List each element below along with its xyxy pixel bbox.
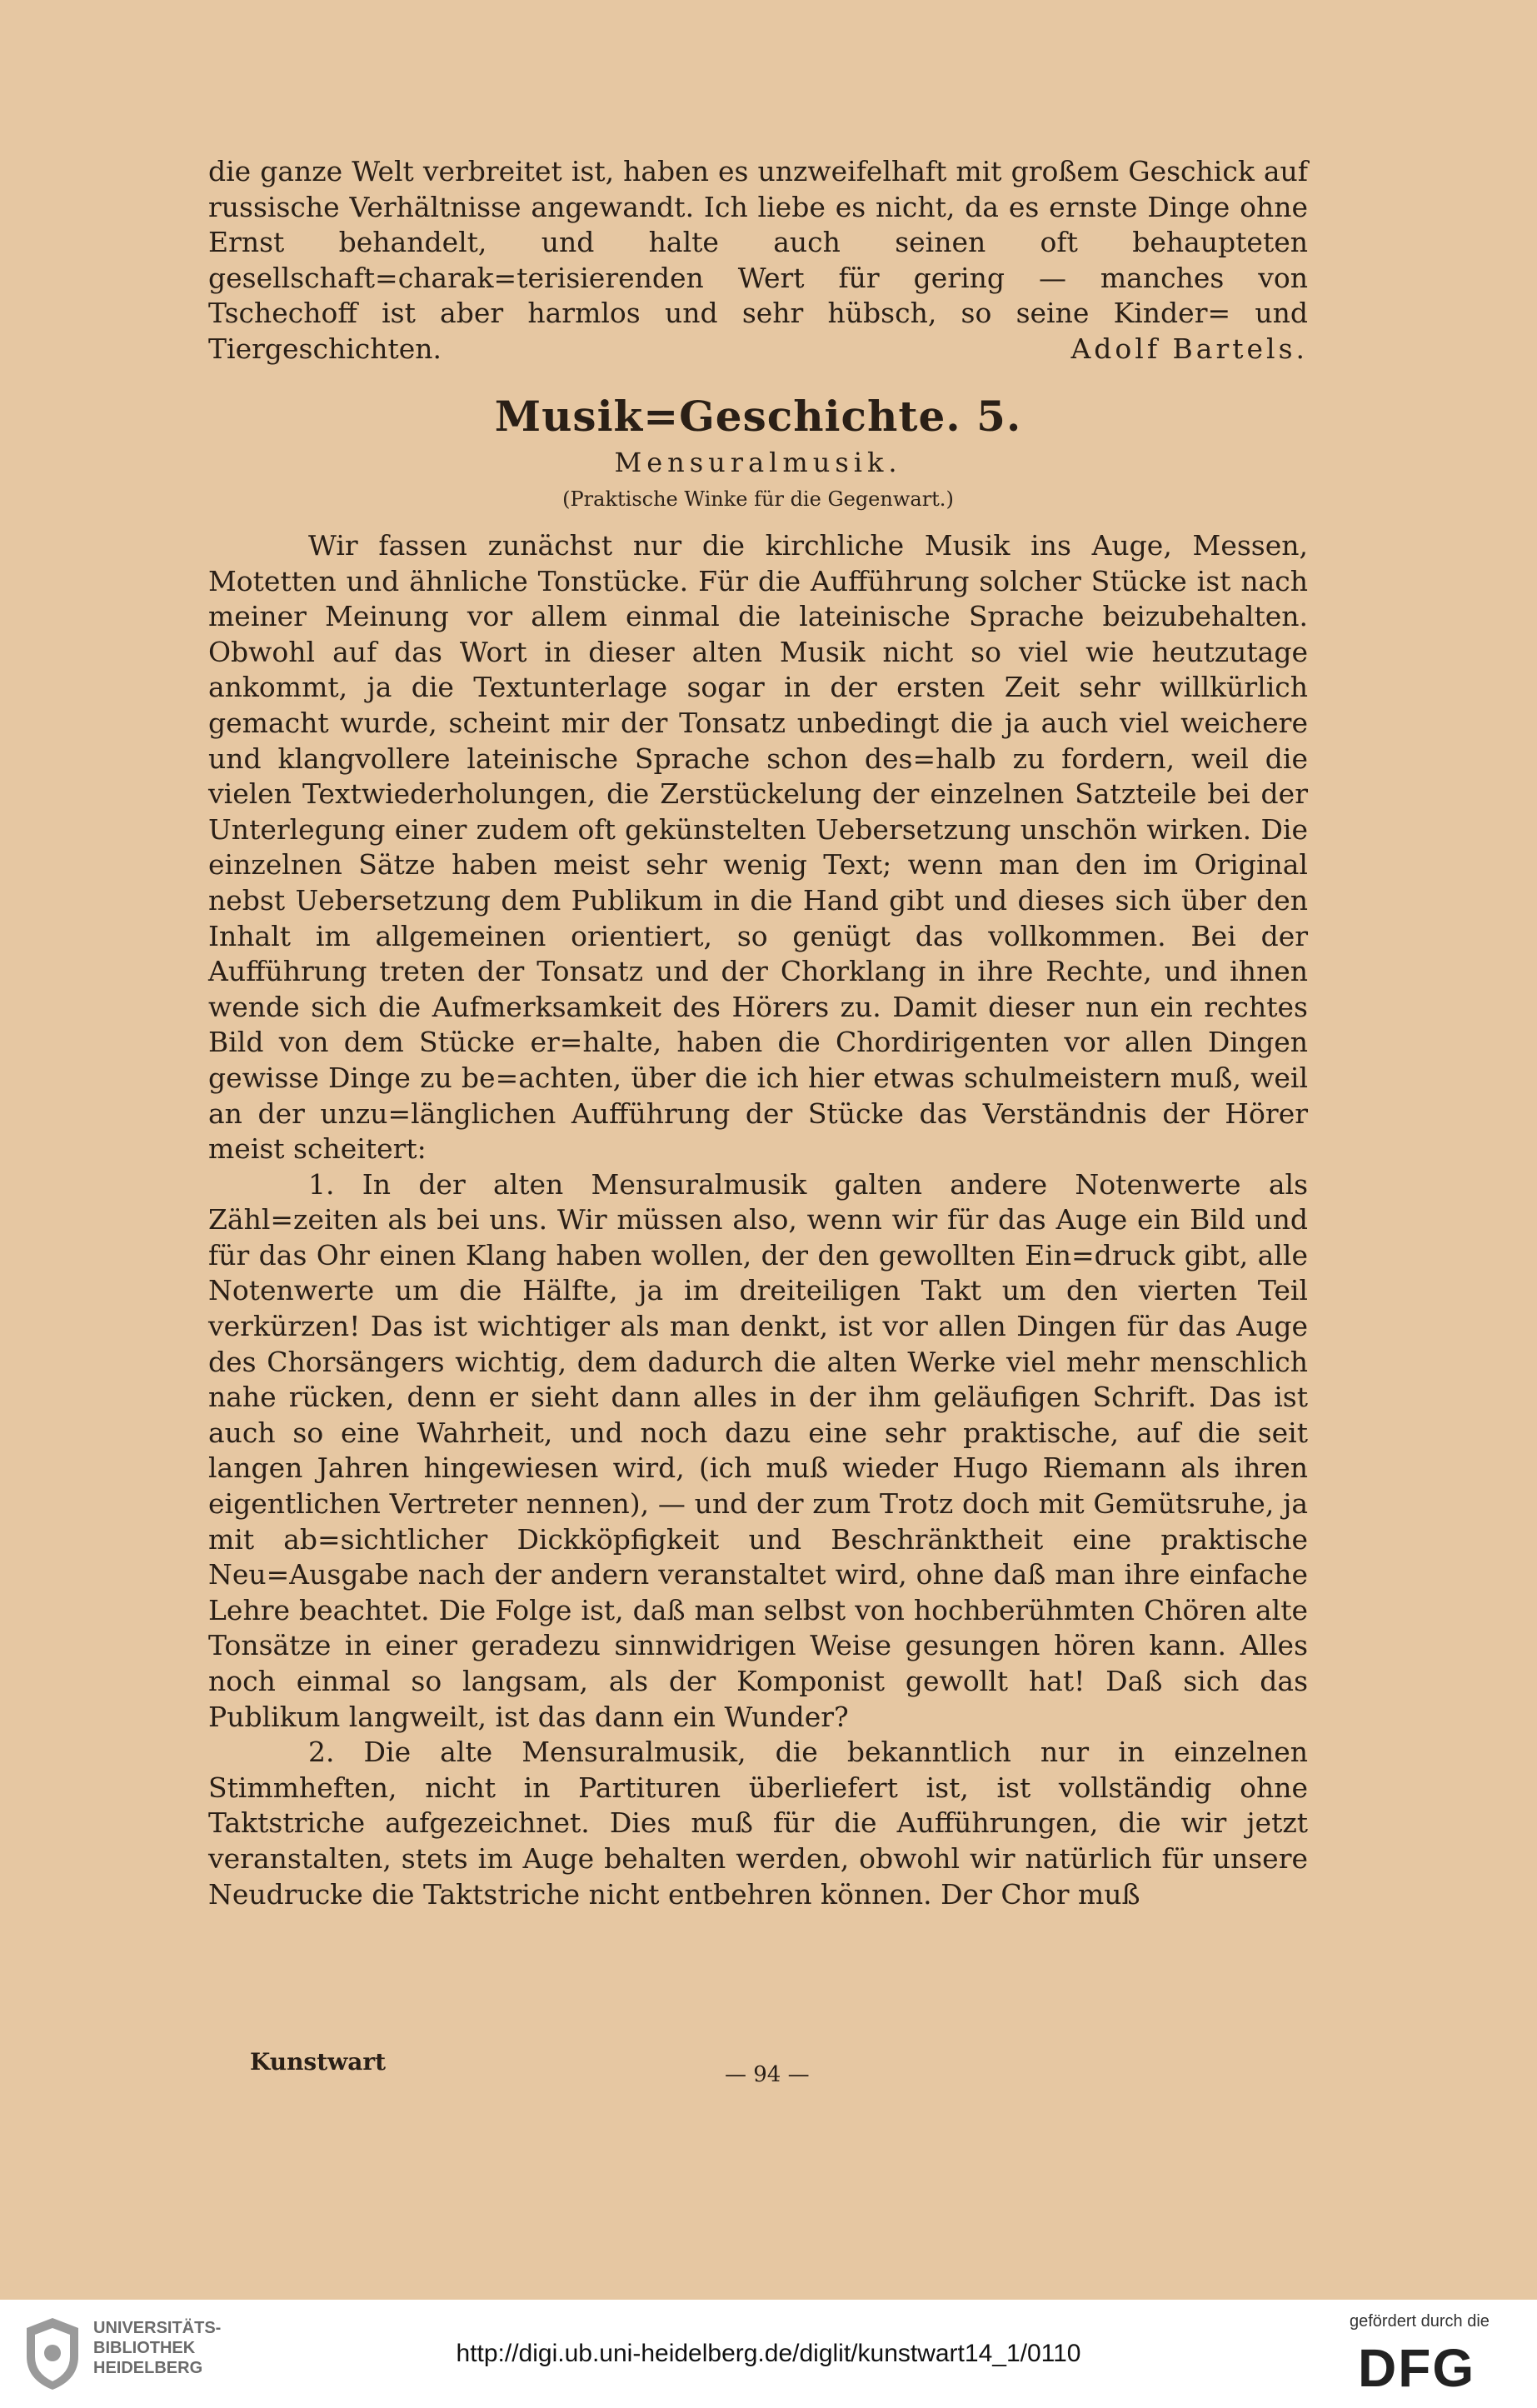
library-name-line: BIBLIOTHEK	[93, 2339, 196, 2357]
library-name-line: HEIDELBERG	[93, 2359, 203, 2377]
section-note: (Praktische Winke für die Gegenwart.)	[562, 487, 954, 511]
permalink-url[interactable]: http://digi.ub.uni-heidelberg.de/diglit/kunstwart14_1/0110	[456, 2340, 1081, 2367]
paragraph-text: die ganze Welt verbreitet ist, haben es unzweifelhaft mit großem Geschick auf russische Verhältnisse angewandt. Ich liebe es nicht, da es ernste Dinge ohne Ernst behandelt, und halte auch seinen oft behaupteten gesellschaft=charak=terisierenden Wert für gering — manches von Tschechoff ist aber harmlos und sehr hübsch, so seine Kinder= und Tiergeschichten.	[208, 155, 1308, 365]
section-subheading: Mensuralmusik.	[614, 447, 902, 478]
paragraph: 1. In der alten Mensuralmusik galten andere Notenwerte als Zähl=zeiten als bei uns. Wir müssen also, wenn wir für das Auge ein Bild und für das Ohr einen Klang haben wollen, der den gewollten Ein=druck gibt, alle Notenwerte um die Hälfte, ja im dreiteiligen Takt um den vierten Teil verkürzen! Das ist wichtiger als man denkt, ist vor allen Dingen für das Auge des Chorsängers wichtig, dem dadurch die alten Werke viel mehr menschlich nahe rücken, denn er sieht dann alles in der ihm geläufigen Schrift. Das ist auch so eine Wahrheit, und noch dazu eine sehr praktische, auf die seit langen Jahren hingewiesen wird, (ich muß wieder Hugo Riemann als ihren eigentlichen Vertreter nennen), — und der zum Trotz doch mit Gemütsruhe, ja mit ab=sichtlicher Dickköpfigkeit und Beschränktheit eine praktische Neu=Ausgabe nach der andern veranstaltet wird, ohne daß man ihre einfache Lehre beachtet. Die Folge ist, daß man selbst von hochberühmten Chören alte Tonsätze in einer geradezu sinnwidrigen Weise gesungen hören kann. Alles noch einmal so langsam, als der Komponist gewollt hat! Daß sich das Publikum langweilt, ist das dann ein Wunder?	[208, 1167, 1308, 1733]
library-name-line: UNIVERSITÄTS-	[93, 2319, 222, 2337]
section-heading: Musik=Geschichte. 5.	[494, 392, 1022, 441]
body-text-block	[208, 528, 1308, 1912]
paragraph	[208, 154, 1308, 367]
author-signature: Adolf Bartels.	[1070, 332, 1308, 365]
paragraph: 2. Die alte Mensuralmusik, die bekanntlich nur in einzelnen Stimmheften, nicht in Partituren überliefert ist, ist vollständig ohne Taktstriche aufgezeichnet. Dies muß für die Aufführungen, die wir jetzt veranstalten, stets im Auge behalten werden, obwohl wir natürlich für unsere Neudrucke die Taktstriche nicht entbehren können. Der Chor muß	[208, 1736, 1308, 1911]
funding-caption: gefördert durch die	[1350, 2312, 1490, 2331]
top-text-block	[208, 154, 1308, 367]
paragraph: Wir fassen zunächst nur die kirchliche Musik ins Auge, Messen, Motetten und ähnliche Tonstücke. Für die Aufführung solcher Stücke ist nach meiner Meinung vor allem einmal die lateinische Sprache beizubehalten. Obwohl auf das Wort in dieser alten Musik nicht so viel wie heutzutage ankommt, ja die Textunterlage sogar in der ersten Zeit sehr willkürlich gemacht wurde, scheint mir der Tonsatz unbedingt die ja auch viel weichere und klangvollere lateinische Sprache schon des=halb zu fordern, weil die vielen Textwiederholungen, die Zerstückelung der einzelnen Satzteile bei der Unterlegung einer zudem oft gekünstelten Uebersetzung unschön wirken. Die einzelnen Sätze haben meist sehr wenig Text; wenn man den im Original nebst Uebersetzung dem Publikum in die Hand gibt und dieses sich über den Inhalt im allgemeinen orientiert, so genügt das vollkommen. Bei der Aufführung treten der Tonsatz und der Chorklang in ihre Rechte, und ihnen wende sich die Aufmerksamkeit des Hörers zu. Damit dieser nun ein rechtes Bild von dem Stücke er=halte, haben die Chordirigenten vor allen Dingen gewisse Dinge zu be=achten, über die ich hier etwas schulmeistern muß, weil an der unzu=länglichen Aufführung der Stücke das Verständnis der Hörer meist scheitert:	[208, 529, 1308, 1166]
running-footer: Kunstwart	[250, 2048, 387, 2076]
dfg-logo: DFG	[1358, 2338, 1476, 2398]
page-number: — 94 —	[725, 2062, 810, 2087]
